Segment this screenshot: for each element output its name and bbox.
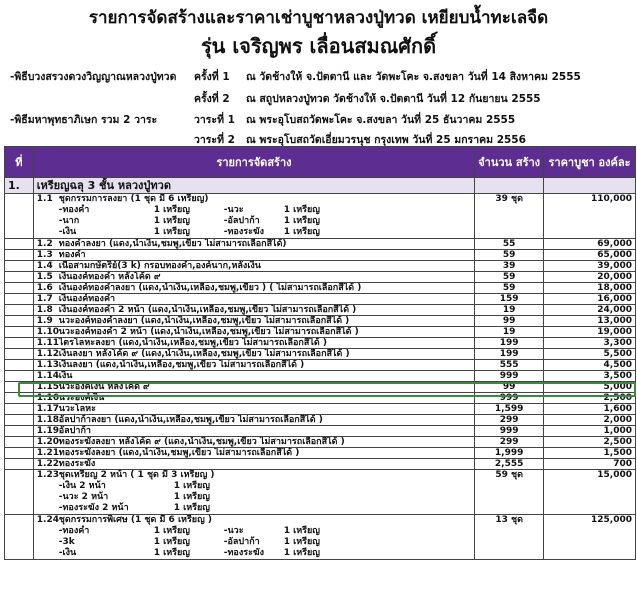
- row-item: [33, 239, 474, 250]
- row-item: [33, 261, 474, 272]
- row-text: อัลปาก้า: [58, 426, 91, 436]
- row-item: [33, 382, 474, 393]
- set-line: [37, 503, 471, 514]
- row-qty: 59: [475, 272, 544, 283]
- ceremony-label: -พิธีบวงสรวงดวงวิญญาณหลวงปู่ทวด: [10, 71, 177, 83]
- table-row: [5, 327, 636, 338]
- row-price: 16,000: [544, 294, 636, 305]
- row-item: [33, 448, 474, 459]
- row-code: 1.15: [36, 382, 59, 392]
- row-qty: 299: [475, 415, 544, 426]
- set-line-cell: 1 เหรียญ: [173, 481, 210, 491]
- row-no-empty: [5, 426, 34, 437]
- row-no-empty: [5, 404, 34, 415]
- set-line-cell: -ทองคำ: [58, 526, 90, 536]
- section-label: เหรียญฉลุ 3 ชั้น หลวงปู่ทวด: [33, 178, 474, 194]
- row-price: 5,500: [544, 349, 636, 360]
- set-line: [37, 205, 471, 216]
- ceremony-text: ณ วัดช้างให้ จ.ปัตตานี และ วัดพะโคะ จ.สงขลา วันที่ 14 สิงหาคม 2555: [246, 71, 581, 83]
- row-price: 2,000: [544, 415, 636, 426]
- row-text: ทองระฆังลงยา หลังโค้ด ๙ (แดง,น้ำเงิน,ชมพู,เขียว ไม่สามารถเลือกสีได้ ): [58, 437, 345, 447]
- row-code: 1.22: [36, 459, 59, 469]
- set-line-cell: -นวะ 2 หน้า: [58, 492, 109, 502]
- table-row: [5, 437, 636, 448]
- table-header-row: [5, 147, 636, 178]
- set-row: [5, 194, 636, 239]
- row-item: [33, 459, 474, 470]
- ceremony-round: ครั้งที่ 2: [194, 93, 230, 105]
- set-line-cell: 1 เหรียญ: [173, 492, 210, 502]
- row-qty: 59: [475, 250, 544, 261]
- row-price: 19,000: [544, 327, 636, 338]
- row-text: เงินลงยา (แดง,น้ำเงิน,เหลือง,ชมพู,เขียว ไม่สามารถเลือกสีได้ ): [58, 360, 305, 370]
- row-qty: 1,599: [475, 404, 544, 415]
- set-code: 1.23: [36, 470, 59, 480]
- set-title: ชุดเหรียญ 2 หน้า ( 1 ชุด มี 3 เหรียญ ): [58, 470, 215, 480]
- price-table: [4, 146, 636, 560]
- row-price: 20,000: [544, 272, 636, 283]
- set-line: [37, 492, 471, 503]
- section-no: 1.: [5, 178, 34, 194]
- row-qty: 299: [475, 437, 544, 448]
- row-text: เงิน: [58, 371, 73, 381]
- row-price: 2,500: [544, 437, 636, 448]
- set-qty: 39 ชุด: [475, 194, 544, 239]
- set-line-cell: -ทองระฆัง: [223, 227, 264, 237]
- row-qty: 99: [475, 316, 544, 327]
- set-line-cell: -3k: [58, 537, 75, 547]
- table-row: [5, 415, 636, 426]
- row-item: [33, 250, 474, 261]
- table-row: [5, 459, 636, 470]
- row-no-empty: [5, 239, 34, 250]
- row-price: 24,000: [544, 305, 636, 316]
- row-no-empty: [5, 338, 34, 349]
- set-line: [37, 548, 471, 559]
- row-item: [33, 338, 474, 349]
- row-code: 1.21: [36, 448, 59, 458]
- row-price: 1,000: [544, 426, 636, 437]
- table-row: [5, 426, 636, 437]
- row-code: 1.14: [36, 371, 59, 381]
- row-qty: 55: [475, 239, 544, 250]
- header-item: รายการจัดสร้าง: [33, 147, 474, 178]
- row-text: เงินองค์ทองคำ 2 หน้า (แดง,น้ำเงิน,เหลือง,ชมพู,เขียว ไม่สามารถเลือกสีได้ ): [58, 305, 357, 315]
- table-row: [5, 338, 636, 349]
- row-no-empty: [5, 371, 34, 382]
- ceremony-label: -พิธีมหาพุทธาภิเษก รวม 2 วาระ: [10, 114, 158, 126]
- set-qty: 59 ชุด: [475, 470, 544, 515]
- table-row: [5, 294, 636, 305]
- row-code: 1.17: [36, 404, 59, 414]
- set-line: [37, 481, 471, 492]
- set-line-cell: -นาก: [58, 216, 80, 226]
- set-line-cell: -เงิน: [58, 548, 77, 558]
- row-qty: 999: [475, 393, 544, 404]
- row-text: ทองระฆัง: [58, 459, 96, 469]
- row-qty: 999: [475, 426, 544, 437]
- row-code: 1.19: [36, 426, 59, 436]
- table-row: [5, 382, 636, 393]
- table-row: [5, 371, 636, 382]
- row-no-empty: [5, 272, 34, 283]
- row-code: 1.12: [36, 349, 59, 359]
- row-qty: 1,999: [475, 448, 544, 459]
- set-line-cell: -นวะ: [223, 526, 244, 536]
- set-line-cell: 1 เหรียญ: [153, 537, 190, 547]
- row-price: 4,500: [544, 360, 636, 371]
- row-price: 13,000: [544, 316, 636, 327]
- set-line-cell: 1 เหรียญ: [283, 205, 320, 215]
- row-qty: 199: [475, 349, 544, 360]
- row-code: 1.13: [36, 360, 59, 370]
- set-item: [33, 515, 474, 560]
- ceremony-round: วาระที่ 1: [194, 114, 235, 126]
- row-no-empty: [5, 470, 34, 515]
- row-qty: 199: [475, 338, 544, 349]
- ceremony-line-3: [10, 111, 516, 128]
- table-row: [5, 316, 636, 327]
- row-price: 3,300: [544, 338, 636, 349]
- row-text: เงินองค์ทองคำ หลังโค้ด ๙: [58, 272, 161, 282]
- row-price: 3,500: [544, 371, 636, 382]
- set-code: 1.1: [36, 194, 53, 204]
- set-line-cell: 1 เหรียญ: [173, 503, 210, 513]
- set-item: [33, 470, 474, 515]
- row-no-empty: [5, 459, 34, 470]
- row-item: [33, 272, 474, 283]
- row-qty: 2,555: [475, 459, 544, 470]
- row-code: 1.3: [36, 250, 53, 260]
- row-text: นวะองค์ทองคำ 2 หน้า (แดง,น้ำเงิน,เหลือง,ชมพู,เขียว ไม่สามารถเลือกสีได้ ): [58, 327, 359, 337]
- row-text: อัลปาก้าลงยา (แดง,น้ำเงิน,เหลือง,ชมพู,เขียว ไม่สามารถเลือกสีได้ ): [58, 415, 323, 425]
- set-row: [5, 515, 636, 560]
- row-price: 1,500: [544, 448, 636, 459]
- row-qty: 555: [475, 360, 544, 371]
- row-code: 1.5: [36, 272, 53, 282]
- table-row: [5, 250, 636, 261]
- row-text: นวะองค์เงิน: [58, 393, 105, 403]
- row-text: นวะโลหะ: [58, 404, 96, 414]
- header-no: ที่: [5, 147, 34, 178]
- row-text: นวะองค์เงิน หลังโค้ด ๙: [58, 382, 150, 392]
- set-line-cell: 1 เหรียญ: [153, 227, 190, 237]
- set-line-cell: 1 เหรียญ: [283, 216, 320, 226]
- row-price: 5,000: [544, 382, 636, 393]
- section-qty-empty: [475, 178, 544, 194]
- row-code: 1.20: [36, 437, 59, 447]
- set-line: [37, 216, 471, 227]
- row-no-empty: [5, 382, 34, 393]
- table-row: [5, 305, 636, 316]
- header-qty: จำนวน สร้าง: [475, 147, 544, 178]
- table-row: [5, 349, 636, 360]
- row-no-empty: [5, 283, 34, 294]
- row-item: [33, 393, 474, 404]
- set-line-cell: 1 เหรียญ: [153, 205, 190, 215]
- table-row: [5, 283, 636, 294]
- row-no-empty: [5, 393, 34, 404]
- ceremony-round: ครั้งที่ 1: [194, 71, 230, 83]
- row-code: 1.9: [36, 316, 53, 326]
- row-price: 700: [544, 459, 636, 470]
- row-price: 1,600: [544, 404, 636, 415]
- set-price: 15,000: [544, 470, 636, 515]
- set-code: 1.24: [36, 515, 59, 525]
- row-no-empty: [5, 294, 34, 305]
- set-line-cell: -นวะ: [223, 205, 244, 215]
- row-item: [33, 305, 474, 316]
- row-no-empty: [5, 349, 34, 360]
- row-price: 18,000: [544, 283, 636, 294]
- set-line-cell: 1 เหรียญ: [283, 526, 320, 536]
- table-row: [5, 448, 636, 459]
- set-line-cell: -ทองระฆัง 2 หน้า: [58, 503, 129, 513]
- set-title: ชุดกรรมการลงยา (1 ชุด มี 6 เหรียญ): [58, 194, 209, 204]
- row-no-empty: [5, 305, 34, 316]
- row-no-empty: [5, 250, 34, 261]
- row-qty: 19: [475, 327, 544, 338]
- row-item: [33, 437, 474, 448]
- row-item: [33, 371, 474, 382]
- row-qty: 999: [475, 371, 544, 382]
- set-line-cell: -เงิน: [58, 227, 77, 237]
- row-text: ไตรโลหะลงยา (แดง,น้ำเงิน,เหลือง,ชมพู,เขียว ไม่สามารถเลือกสีได้ ): [58, 338, 327, 348]
- set-price: 125,000: [544, 515, 636, 560]
- row-item: [33, 349, 474, 360]
- row-code: 1.18: [36, 415, 59, 425]
- section-row: [5, 178, 636, 194]
- document-title: รายการจัดสร้างและราคาเช่าบูชาหลวงปู่ทวด เหยียบน้ำทะเลจืด: [88, 8, 549, 28]
- row-no-empty: [5, 515, 34, 560]
- row-text: ทองระฆังลงยา (แดง,น้ำเงิน,ชมพู,เขียว ไม่สามารถเลือกสีได้ ): [58, 448, 300, 458]
- row-item: [33, 404, 474, 415]
- row-price: 2,500: [544, 393, 636, 404]
- row-code: 1.8: [36, 305, 53, 315]
- row-item: [33, 360, 474, 371]
- set-line-cell: 1 เหรียญ: [153, 548, 190, 558]
- row-qty: 99: [475, 382, 544, 393]
- row-no-empty: [5, 316, 34, 327]
- row-code: 1.2: [36, 239, 53, 249]
- table-row: [5, 360, 636, 371]
- row-text: ทองคำลงยา (แดง,น้ำเงิน,ชมพู,เขียว ไม่สามารถเลือกสีได้): [58, 239, 287, 249]
- ceremony-line-1: [10, 68, 581, 85]
- row-no-empty: [5, 194, 34, 239]
- ceremony-text: ณ พระอุโบสถวัดพะโคะ จ.สงขลา วันที่ 25 ธันวาคม 2555: [246, 114, 516, 126]
- set-line-cell: 1 เหรียญ: [283, 548, 320, 558]
- row-code: 1.6: [36, 283, 53, 293]
- set-item: [33, 194, 474, 239]
- row-item: [33, 316, 474, 327]
- row-item: [33, 283, 474, 294]
- row-text: ทองคำ: [58, 250, 86, 260]
- row-code: 1.4: [36, 261, 53, 271]
- ceremony-text: ณ พระอุโบสถวัดเอี่ยมวรนุช กรุงเทพ วันที่ 25 มกราคม 2556: [246, 134, 526, 146]
- set-line-cell: 1 เหรียญ: [283, 227, 320, 237]
- section-price-empty: [544, 178, 636, 194]
- document-subtitle: รุ่น เจริญพร เลื่อนสมณศักดิ์: [200, 34, 437, 58]
- row-no-empty: [5, 437, 34, 448]
- row-price: 69,000: [544, 239, 636, 250]
- row-code: 1.7: [36, 294, 53, 304]
- set-line-cell: -ทองระฆัง: [223, 548, 264, 558]
- row-text: นวะองค์ทองคำลงยา (แดง,น้ำเงิน,เหลือง,ชมพู,เขียว ไม่สามารถเลือกสีได้ ): [58, 316, 350, 326]
- row-code: 1.16: [36, 393, 59, 403]
- header-price: ราคาบูชา องค์ละ: [544, 147, 636, 178]
- row-code: 1.10: [36, 327, 59, 337]
- table-row: [5, 272, 636, 283]
- row-no-empty: [5, 327, 34, 338]
- row-price: 39,000: [544, 261, 636, 272]
- ceremony-round: วาระที่ 2: [194, 134, 235, 146]
- set-qty: 13 ชุด: [475, 515, 544, 560]
- set-line-cell: -เงิน 2 หน้า: [58, 481, 106, 491]
- row-qty: 39: [475, 261, 544, 272]
- row-no-empty: [5, 261, 34, 272]
- row-item: [33, 415, 474, 426]
- row-code: 1.11: [36, 338, 59, 348]
- row-qty: 59: [475, 283, 544, 294]
- set-line-cell: -ทองคำ: [58, 205, 90, 215]
- set-line-cell: -อัลปาก้า: [223, 537, 260, 547]
- set-price: 110,000: [544, 194, 636, 239]
- row-item: [33, 327, 474, 338]
- row-no-empty: [5, 448, 34, 459]
- table-row: [5, 393, 636, 404]
- row-price: 65,000: [544, 250, 636, 261]
- row-no-empty: [5, 415, 34, 426]
- set-line: [37, 227, 471, 238]
- row-no-empty: [5, 360, 34, 371]
- table-row: [5, 404, 636, 415]
- set-line: [37, 537, 471, 548]
- ceremony-text: ณ สถูปหลวงปู่ทวด วัดช้างให้ จ.ปัตตานี วันที่ 12 กันยายน 2555: [246, 93, 541, 105]
- row-item: [33, 294, 474, 305]
- row-text: เงินองค์ทองคำ: [58, 294, 116, 304]
- row-text: เงินลงยา หลังโค้ด ๙ (แดง,น้ำเงิน,เหลือง,ชมพู,เขียว ไม่สามารถเลือกสีได้ ): [58, 349, 350, 359]
- set-line-cell: 1 เหรียญ: [283, 537, 320, 547]
- row-text: เงินองค์ทองคำลงยา (แดง,น้ำเงิน,เหลือง,ชมพู,เขียว ) ( ไม่สามารถเลือกสีได้ ): [58, 283, 362, 293]
- table-row: [5, 261, 636, 272]
- set-line: [37, 526, 471, 537]
- row-qty: 159: [475, 294, 544, 305]
- set-row: [5, 470, 636, 515]
- set-title: ชุดกรรมการพิเศษ (1 ชุด มี 6 เหรียญ ): [58, 515, 212, 525]
- table-row: [5, 239, 636, 250]
- set-line-cell: 1 เหรียญ: [153, 526, 190, 536]
- row-qty: 19: [475, 305, 544, 316]
- row-item: [33, 426, 474, 437]
- set-line-cell: 1 เหรียญ: [153, 216, 190, 226]
- row-text: เนื้อสามกษัตริย์(3 k) กรอบทองคำ,องค์นาก,หลังเงิน: [58, 261, 261, 271]
- set-line-cell: -อัลปาก้า: [223, 216, 260, 226]
